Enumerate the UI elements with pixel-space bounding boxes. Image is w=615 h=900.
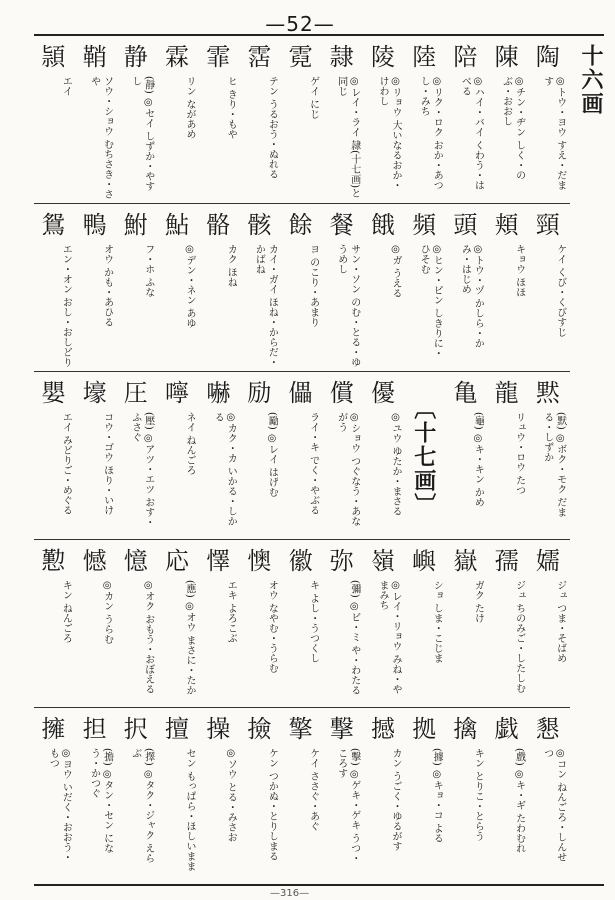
kanji-character: 陵 — [371, 43, 395, 71]
kanji-readings: ◎ユウ ゆたか・まさる — [390, 412, 401, 517]
kanji-readings: リン ながあめ — [184, 76, 195, 140]
kanji-readings: ◎カン うらむ — [101, 580, 113, 645]
kanji-readings: カイ・ガイ ほね・からだ・かばね — [253, 244, 278, 368]
kanji-entry — [446, 36, 484, 204]
kanji-readings: ◎ソウ とる・みさお — [225, 748, 237, 843]
kanji-character: 嬬 — [535, 547, 560, 575]
kanji-entry — [323, 708, 361, 876]
kanji-grid — [34, 36, 570, 876]
kanji-entry — [117, 708, 155, 876]
kanji-character: 弥 — [329, 547, 354, 575]
kanji-readings: (應) ◎オウ まさに・たか — [184, 580, 195, 696]
section-title: 十六画 — [578, 44, 604, 116]
kanji-entry — [282, 204, 320, 372]
kanji-readings: ◎カク・カ いかる・しかる — [212, 412, 237, 527]
kanji-character: 鮎 — [165, 211, 189, 239]
kanji-entry — [117, 204, 155, 372]
kanji-readings: ◎オク おもう・おぼえる — [142, 580, 154, 695]
kanji-readings: カン うごく・ゆるがす — [390, 748, 401, 852]
kanji-readings: ◎デン・ネン あゆ — [184, 244, 195, 329]
kanji-character: 憶 — [123, 547, 148, 575]
kanji-character: 応 — [165, 547, 189, 575]
kanji-entry — [282, 36, 320, 204]
kanji-character: 担 — [82, 715, 107, 743]
kanji-entry — [117, 372, 155, 540]
kanji-readings: ◎トウ・ヨウ すえ・だます — [541, 76, 566, 191]
kanji-character: 鴨 — [82, 211, 107, 239]
stroke-count-label: 〔十七画〕 — [410, 397, 437, 517]
kanji-entry — [34, 372, 72, 540]
kanji-entry — [34, 36, 72, 204]
kanji-entry — [529, 708, 567, 876]
kanji-character: 餘 — [288, 211, 313, 239]
kanji-readings: サン・ソン のむ・とる・ゆうめし — [335, 244, 360, 368]
kanji-readings: エキ よろこぶ — [225, 580, 237, 644]
kanji-character: 戯 — [494, 715, 519, 743]
kanji-entry — [364, 372, 402, 540]
kanji-entry — [76, 372, 114, 540]
kanji-row — [34, 708, 570, 876]
kanji-readings: ◎レイ・リョウ みね・やまみち — [377, 580, 401, 695]
kanji-entry — [323, 36, 361, 204]
kanji-character: 嚀 — [165, 379, 189, 407]
kanji-entry — [323, 372, 361, 540]
kanji-character: 鮒 — [123, 211, 148, 239]
kanji-character: 陪 — [453, 43, 478, 71]
kanji-character: 亀 — [453, 379, 478, 407]
kanji-entry — [364, 204, 402, 372]
kanji-entry — [76, 708, 114, 876]
kanji-character: 撼 — [371, 715, 395, 743]
kanji-readings: (擔) ◎タン・セン になう・かつぐ — [88, 748, 113, 854]
kanji-readings: キン ねんごろ — [60, 580, 72, 644]
kanji-readings: ヨ のこり・あまり — [307, 244, 319, 328]
kanji-entry — [529, 36, 567, 204]
kanji-character: 餓 — [371, 211, 395, 239]
kanji-character: 償 — [329, 379, 354, 407]
kanji-entry — [199, 204, 237, 372]
kanji-entry — [488, 36, 526, 204]
kanji-readings: ショ しま・こじま — [431, 580, 443, 664]
kanji-readings: ケン つかぬ・とりしまる — [266, 748, 278, 862]
kanji-character: 徽 — [288, 547, 313, 575]
kanji-character: 励 — [247, 379, 272, 407]
kanji-entry — [34, 540, 72, 708]
kanji-entry — [240, 540, 278, 708]
kanji-entry — [488, 708, 526, 876]
kanji-character: 陶 — [535, 43, 560, 71]
kanji-readings: (龜) ◎キ・キン かめ — [472, 412, 484, 508]
kanji-entry — [34, 204, 72, 372]
kanji-entry — [199, 708, 237, 876]
kanji-readings: ライ・キ でく・やぶる — [307, 412, 319, 516]
kanji-character: 優 — [371, 379, 395, 407]
kanji-character: 頻 — [412, 211, 437, 239]
kanji-character: 骼 — [206, 211, 231, 239]
kanji-readings: ◎チン・ヂン しく・のぶ・おおし — [500, 76, 525, 181]
kanji-entry — [364, 36, 402, 204]
kanji-entry — [158, 708, 196, 876]
kanji-row — [34, 372, 570, 540]
kanji-entry — [446, 372, 484, 540]
kanji-readings: リュウ・ロウ たつ — [513, 412, 525, 496]
kanji-readings: (壓) ◎アツ・エツ おす・ふさぐ — [129, 412, 154, 528]
kanji-entry — [488, 204, 526, 372]
kanji-entry — [446, 708, 484, 876]
kanji-character: 陳 — [494, 43, 519, 71]
kanji-character: 頬 — [494, 211, 519, 239]
kanji-entry — [405, 36, 443, 204]
kanji-entry — [199, 36, 237, 204]
kanji-readings: ◎ヒン・ビン しきりに・ひそむ — [418, 244, 443, 359]
kanji-character: 頸 — [535, 211, 560, 239]
kanji-readings: ヒ きり・もや — [225, 76, 237, 140]
kanji-readings: ジュ つま・そばめ — [554, 580, 566, 664]
kanji-character: 霏 — [206, 43, 231, 71]
kanji-readings: ◎ハイ・バイ くわう・はべる — [459, 76, 484, 191]
kanji-readings: フ・ホ ふな — [142, 244, 154, 298]
kanji-character: 拠 — [412, 715, 437, 743]
kanji-readings: (據) ◎キョ・コ よる — [431, 748, 443, 844]
kanji-entry — [34, 708, 72, 876]
kanji-entry — [446, 540, 484, 708]
kanji-entry — [240, 372, 278, 540]
kanji-readings: (戲) ◎キ・ギ たわむれ — [513, 748, 525, 854]
kanji-readings: セン もっぱら・ほしいまま — [184, 748, 195, 872]
kanji-character: 懇 — [535, 715, 560, 743]
kanji-row — [34, 36, 570, 204]
kanji-readings: ジュ ちのみご・したしむ — [513, 580, 525, 694]
kanji-character: 儡 — [288, 379, 313, 407]
kanji-character: 嶼 — [412, 547, 437, 575]
kanji-character: 擒 — [453, 715, 478, 743]
kanji-entry — [158, 540, 196, 708]
kanji-readings: ガク たけ — [472, 580, 484, 624]
kanji-character: 撿 — [247, 715, 272, 743]
kanji-readings: キン とりこ・とらう — [472, 748, 484, 842]
kanji-readings: ◎ショウ つぐなう・あながう — [335, 412, 360, 527]
kanji-entry — [282, 540, 320, 708]
stroke-count-heading — [405, 372, 443, 540]
kanji-character: 圧 — [123, 379, 148, 407]
kanji-character: 霓 — [288, 43, 313, 71]
kanji-readings: ◎レイ・ライ 隷(十七画)と同じ — [335, 76, 360, 198]
kanji-readings: ゲイ にじ — [307, 76, 319, 120]
kanji-entry — [405, 204, 443, 372]
kanji-readings: ◎リク・ロク おか・あつし・みち — [418, 76, 443, 191]
kanji-entry — [323, 540, 361, 708]
kanji-readings: ネイ ねんごろ — [184, 412, 195, 476]
kanji-character: 陸 — [412, 43, 437, 71]
kanji-readings: (擊) ◎ゲキ・ゲキ うつ・ころす — [335, 748, 360, 864]
kanji-readings: ◎ガ うえる — [390, 244, 401, 299]
kanji-entry — [488, 540, 526, 708]
kanji-readings: ケイ くび・くびすじ — [554, 244, 566, 338]
kanji-entry — [117, 540, 155, 708]
kanji-readings: オウ かも・あひる — [101, 244, 113, 328]
kanji-entry — [405, 708, 443, 876]
kanji-character: 操 — [206, 715, 231, 743]
kanji-readings: キョウ ほほ — [513, 244, 525, 298]
kanji-entry — [76, 204, 114, 372]
kanji-entry — [488, 372, 526, 540]
kanji-character: 餐 — [329, 211, 354, 239]
kanji-readings: (默) ◎ボク・モク だまる・しずか — [541, 412, 566, 518]
kanji-entry — [240, 36, 278, 204]
kanji-character: 嬰 — [41, 379, 66, 407]
kanji-entry — [446, 204, 484, 372]
kanji-entry — [158, 204, 196, 372]
kanji-entry — [158, 36, 196, 204]
kanji-entry — [240, 204, 278, 372]
kanji-character: 静 — [123, 43, 148, 71]
kanji-character: 頭 — [453, 211, 478, 239]
kanji-row — [34, 540, 570, 708]
kanji-character: 擅 — [165, 715, 189, 743]
page-number: —52— — [265, 12, 335, 36]
kanji-entry — [158, 372, 196, 540]
kanji-character: 嚇 — [206, 379, 231, 407]
kanji-readings: ◎トウ・ヅ かしら・かみ・はじめ — [459, 244, 484, 349]
kanji-entry — [76, 540, 114, 708]
kanji-character: 黙 — [535, 379, 560, 407]
kanji-entry — [529, 540, 567, 708]
kanji-entry — [240, 708, 278, 876]
kanji-character: 嶽 — [453, 547, 478, 575]
kanji-character: 嶺 — [371, 547, 395, 575]
kanji-entry — [323, 204, 361, 372]
kanji-character: 擎 — [288, 715, 313, 743]
kanji-entry — [199, 372, 237, 540]
kanji-entry — [529, 204, 567, 372]
kanji-character: 憾 — [82, 547, 107, 575]
kanji-readings: ケイ ささぐ・あぐ — [307, 748, 319, 832]
kanji-readings: ソウ・ショウ むちさき・さや — [88, 76, 113, 200]
kanji-readings: キ よし・うつくし — [307, 580, 319, 664]
kanji-character: 懌 — [206, 547, 231, 575]
kanji-readings: エイ — [60, 76, 72, 96]
kanji-readings: (勵) ◎レイ はげむ — [266, 412, 278, 498]
kanji-character: 擁 — [41, 715, 66, 743]
kanji-character: 龍 — [494, 379, 519, 407]
kanji-character: 隷 — [329, 43, 354, 71]
kanji-character: 霑 — [247, 43, 272, 71]
kanji-character: 骸 — [247, 211, 272, 239]
kanji-readings: ◎リョウ 大いなるおか・けわし — [377, 76, 401, 191]
kanji-character: 懃 — [41, 547, 66, 575]
kanji-entry — [282, 372, 320, 540]
kanji-row — [34, 204, 570, 372]
kanji-character: 択 — [123, 715, 148, 743]
kanji-entry — [117, 36, 155, 204]
kanji-readings: エン・オン おし・おしどり — [60, 244, 72, 368]
kanji-character: 孺 — [494, 547, 519, 575]
kanji-entry — [282, 708, 320, 876]
kanji-character: 鞘 — [82, 43, 107, 71]
bottom-mark: —316— — [270, 888, 310, 899]
kanji-entry — [405, 540, 443, 708]
kanji-readings: ◎コン ねんごろ・しんせつ — [541, 748, 566, 863]
kanji-character: 鴛 — [41, 211, 66, 239]
kanji-entry — [529, 372, 567, 540]
kanji-character: 撃 — [329, 715, 354, 743]
kanji-character: 懊 — [247, 547, 272, 575]
kanji-readings: エイ みどりご・めぐる — [60, 412, 72, 516]
kanji-readings: (擇) ◎タク・ジャク えらぶ — [129, 748, 154, 864]
kanji-entry — [364, 540, 402, 708]
kanji-readings: (彌) ◎ビ・ミ や・わたる — [348, 580, 360, 696]
kanji-readings: ◎ヨウ いだく・おおう・もつ — [47, 748, 72, 863]
kanji-entry — [199, 540, 237, 708]
kanji-character: 頴 — [41, 43, 66, 71]
kanji-entry — [364, 708, 402, 876]
kanji-character: 壕 — [82, 379, 107, 407]
kanji-readings: カク ほね — [225, 244, 237, 288]
kanji-character: 霖 — [165, 43, 189, 71]
kanji-readings: オウ なやむ・うらむ — [266, 580, 278, 674]
kanji-entry — [76, 36, 114, 204]
kanji-readings: コウ・ゴウ ほり・いけ — [101, 412, 113, 516]
kanji-readings: (靜) ◎セイ しずか・やすし — [129, 76, 154, 192]
kanji-readings: テン うるおう・ぬれる — [266, 76, 278, 180]
